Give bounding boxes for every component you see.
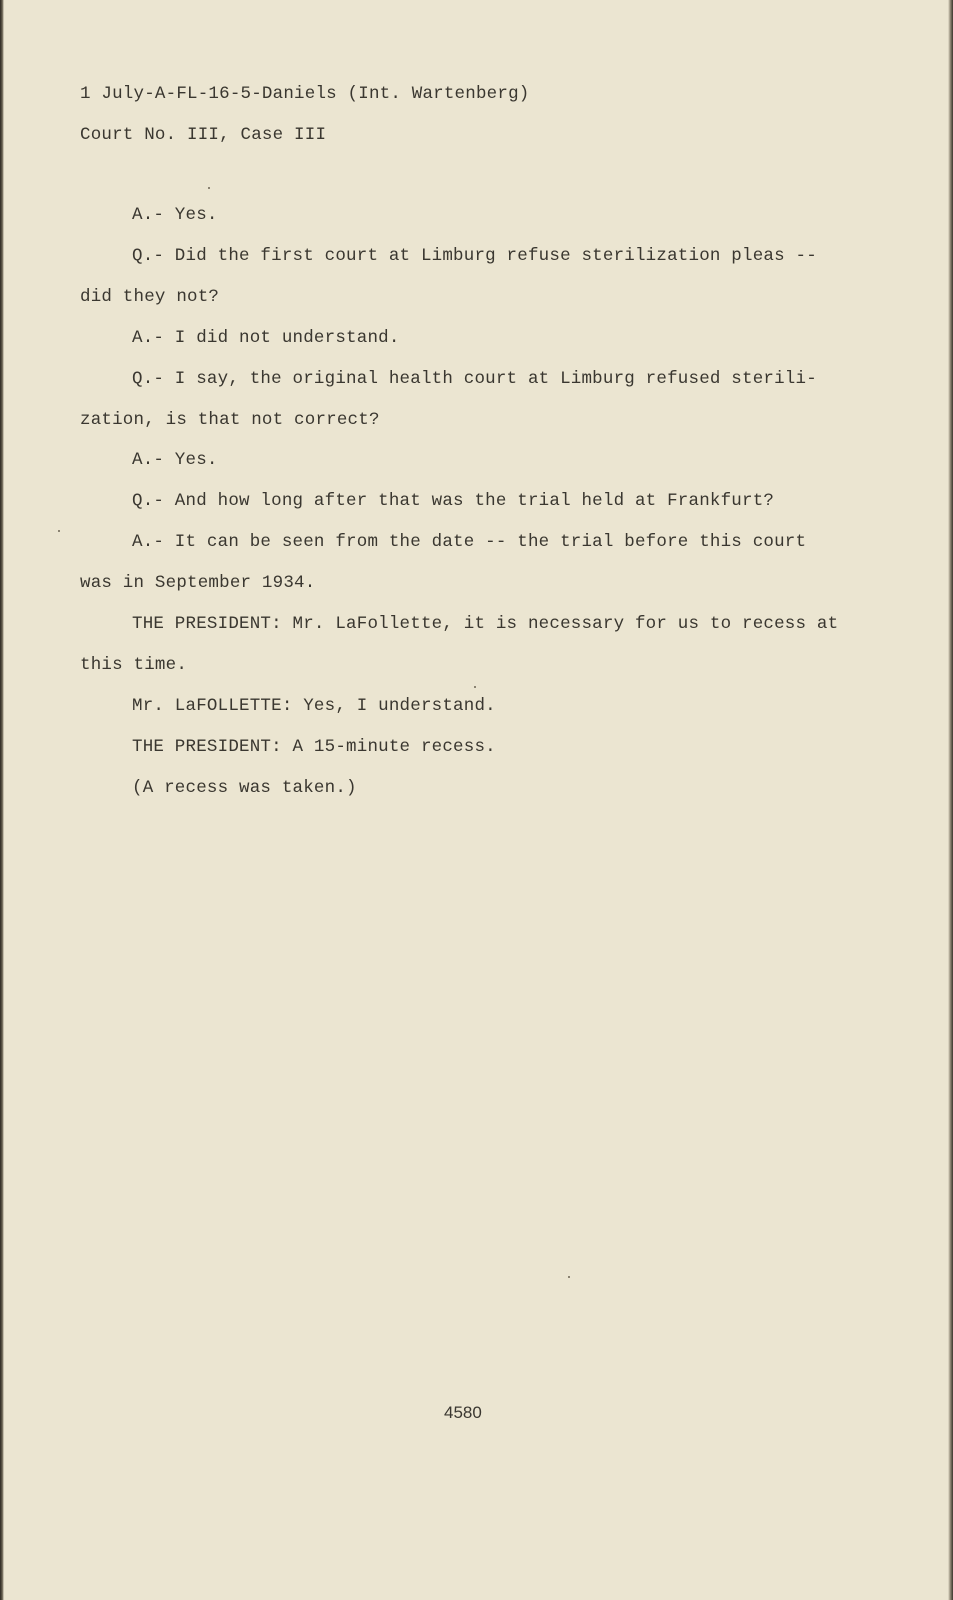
transcript-line: (A recess was taken.) bbox=[132, 778, 357, 798]
transcript-line: this time. bbox=[80, 655, 188, 675]
transcript-line: A.- Yes. bbox=[132, 450, 218, 470]
page-edge-right bbox=[948, 0, 953, 1600]
transcript-line: THE PRESIDENT: A 15-minute recess. bbox=[132, 737, 496, 757]
transcript-line: A.- Yes. bbox=[132, 205, 218, 225]
transcript-line: THE PRESIDENT: Mr. LaFollette, it is necessary for us to recess at bbox=[132, 614, 839, 634]
transcript-line: Q.- I say, the original health court at Limburg refused sterili- bbox=[132, 369, 817, 389]
paper-speck bbox=[474, 686, 476, 688]
transcript-line: was in September 1934. bbox=[80, 573, 316, 593]
paper-speck bbox=[208, 187, 210, 189]
transcript-line: zation, is that not correct? bbox=[80, 410, 380, 430]
transcript-line: did they not? bbox=[80, 287, 220, 307]
transcript-line: A.- I did not understand. bbox=[132, 328, 400, 348]
transcript-line: Q.- Did the first court at Limburg refuse sterilization pleas -- bbox=[132, 246, 817, 266]
transcript-line: Mr. LaFOLLETTE: Yes, I understand. bbox=[132, 696, 496, 716]
paper-speck bbox=[568, 1276, 570, 1278]
header-court-line: Court No. III, Case III bbox=[80, 125, 327, 145]
page-number: 4580 bbox=[444, 1403, 482, 1422]
transcript-line: Q.- And how long after that was the trial held at Frankfurt? bbox=[132, 491, 775, 511]
page-edge-left bbox=[0, 0, 4, 1600]
paper-speck bbox=[58, 530, 60, 532]
header-session-line: 1 July-A-FL-16-5-Daniels (Int. Wartenberg) bbox=[80, 84, 530, 104]
transcript-line: A.- It can be seen from the date -- the trial before this court bbox=[132, 532, 807, 552]
